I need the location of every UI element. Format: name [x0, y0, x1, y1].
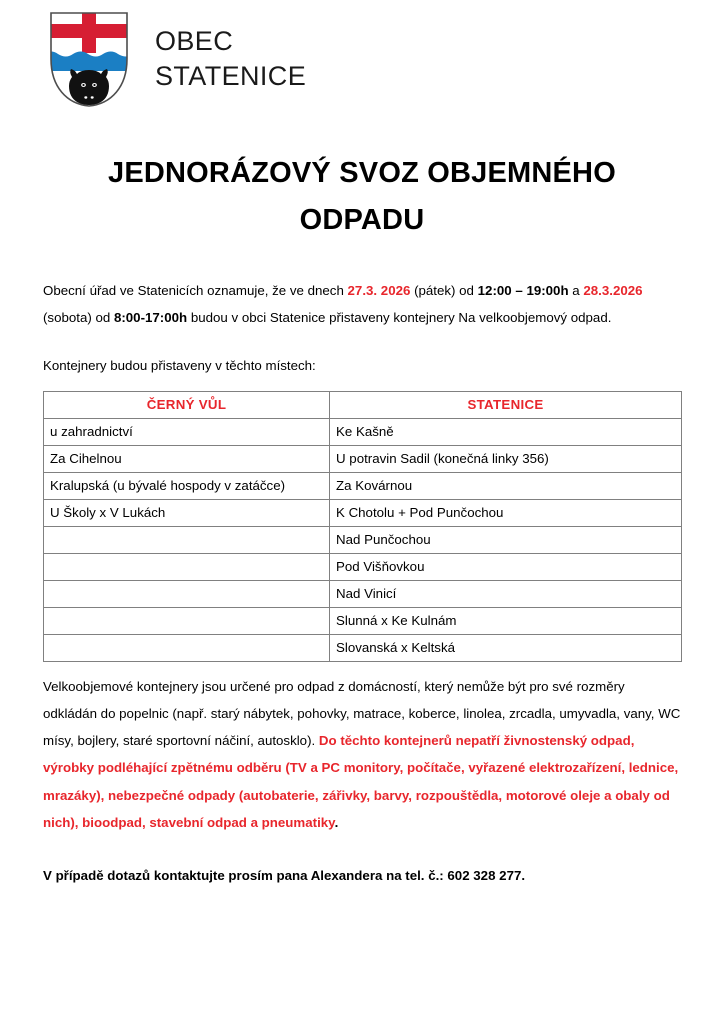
table-header-row: [44, 391, 682, 418]
locations-intro: Kontejnery budou přistaveny v těchto místech:: [43, 358, 316, 374]
location-cell: Ke Kašně: [330, 418, 682, 445]
location-cell-empty: [44, 526, 330, 553]
table-row: [44, 418, 682, 445]
location-cell: Za Kovárnou: [330, 472, 682, 499]
location-cell: Nad Vinicí: [330, 580, 682, 607]
location-cell: U potravin Sadil (konečná linky 356): [330, 445, 682, 472]
intro-text-3: a: [568, 282, 584, 298]
intro-text-5: budou v obci Statenice přistaveny kontejnery Na velkoobjemový odpad.: [187, 310, 612, 326]
allowed-waste-text: Velkoobjemové kontejnery jsou určené pro odpad z domácností, který nemůže být pro své rozměry odkládán do popelnic (např. starý nábytek, pohovky, matrace, koberce, linolea, zrcadla, umyvadla, vany, WC mísy, bojlery, staré sportovní náčiní, autosklo).: [43, 678, 681, 749]
location-cell: Kralupská (u bývalé hospody v zatáčce): [44, 472, 330, 499]
announcement-paragraph: [43, 277, 681, 332]
collection-date-2: 28.3.2026: [583, 282, 643, 298]
rules-end-punctuation: .: [334, 814, 339, 830]
organization-name: [155, 24, 306, 93]
table-row: [44, 607, 682, 634]
organization-line-2: STATENICE: [155, 61, 307, 91]
column-header-cerny-vul: ČERNÝ VŮL: [44, 391, 330, 418]
organization-line-1: OBEC: [155, 26, 234, 57]
location-cell: Slunná x Ke Kulnám: [330, 607, 682, 634]
intro-text-2: (pátek) od: [410, 282, 478, 298]
column-header-statenice: STATENICE: [330, 391, 682, 418]
contact-paragraph: V případě dotazů kontaktujte prosím pana Alexandera na tel. č.: 602 328 277.: [43, 868, 526, 884]
location-cell-empty: [44, 553, 330, 580]
intro-text-4: (sobota) od: [43, 310, 114, 326]
location-cell: u zahradnictví: [44, 418, 330, 445]
location-cell-empty: [44, 580, 330, 607]
prohibited-waste-text: Do těchto kontejnerů nepatří živnostenský odpad, výrobky podléhající zpětnému odběru (TV a PC monitory, počítače, vyřazené elektrozařízení, lednice, mrazáky), nebezpečné odpady (autobaterie, zářivky, barvy, rozpouštědla, motorové oleje a obaly od nich), bioodpad, stavební odpad a pneumatiky: [43, 733, 679, 830]
table-row: [44, 634, 682, 661]
collection-time-2: 8:00-17:00h: [113, 310, 188, 326]
table-row: [44, 526, 682, 553]
intro-text-1: Obecní úřad ve Statenicích oznamuje, že ve dnech: [43, 282, 348, 298]
container-locations-table: [43, 391, 682, 662]
table-body: [44, 418, 682, 661]
statenice-coat-of-arms-icon: [43, 7, 135, 111]
document-header: [0, 0, 724, 108]
collection-time-1: 12:00 – 19:00h: [477, 282, 569, 298]
collection-date-1: 27.3. 2026: [347, 282, 411, 298]
location-cell: Nad Punčochou: [330, 526, 682, 553]
location-cell-empty: [44, 607, 330, 634]
location-cell: Slovanská x Keltská: [330, 634, 682, 661]
table-row: [44, 445, 682, 472]
location-cell: Pod Višňovkou: [330, 553, 682, 580]
document-body: [43, 277, 681, 890]
table-row: [44, 499, 682, 526]
waste-rules-paragraph: [43, 673, 681, 837]
location-cell: Za Cihelnou: [44, 445, 330, 472]
page-title: JEDNORÁZOVÝ SVOZ OBJEMNÉHO ODPADU: [108, 157, 616, 236]
location-cell: K Chotolu + Pod Punčochou: [330, 499, 682, 526]
location-cell: U Školy x V Lukách: [44, 499, 330, 526]
location-cell-empty: [44, 634, 330, 661]
table-row: [44, 580, 682, 607]
table-row: [44, 553, 682, 580]
table-row: [44, 472, 682, 499]
